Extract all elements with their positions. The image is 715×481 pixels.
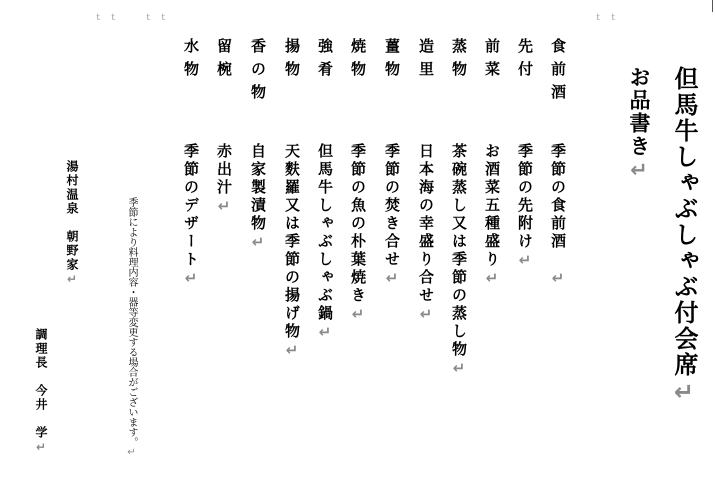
course-dish: 季節の魚の朴葉焼き↵ [349, 143, 367, 326]
course-category: 蒸物 [450, 38, 468, 84]
hotel-name: 湯村温泉 朝野家↵ [65, 160, 79, 288]
course-dish: 季節の焚き合せ↵ [383, 143, 401, 290]
course-category: 強肴 [316, 38, 334, 84]
course-category: 薑物 [383, 38, 401, 84]
format-mark: ｔｔ [94, 13, 125, 23]
course-category: 造里 [417, 38, 435, 84]
course-dish: お酒菜五種盛り↵ [483, 143, 501, 290]
course-dish: 天麩羅又は季節の揚げ物↵ [283, 143, 301, 362]
course-dish: 季節の先附け↵ [516, 143, 534, 272]
course-dish: 但馬牛しゃぶしゃぶ鍋↵ [316, 143, 334, 344]
course-category: 揚物 [283, 38, 301, 84]
course-dish: 日本海の幸盛り合せ↵ [417, 143, 435, 326]
menu-note: 季節により料理内容・器等変更する場合がございます。↵ [126, 197, 137, 458]
course-dish: 赤出汁↵ [215, 143, 233, 218]
course-category: 前菜 [483, 38, 501, 84]
course-category: 焼物 [349, 38, 367, 84]
menu-title: 但馬牛しゃぶしゃぶ付会席↵ [670, 66, 699, 408]
course-category: 食前酒 [549, 38, 567, 107]
page-edge-line [712, 0, 713, 12]
course-dish: 自家製漬物↵ [249, 143, 267, 254]
menu-subtitle: お品書き↵ [627, 66, 652, 184]
format-mark: ｔｔ [144, 13, 175, 23]
course-category: 水物 [182, 38, 200, 84]
format-mark: ｔｔ [594, 13, 625, 23]
course-category: 香の物 [249, 38, 267, 107]
course-category: 先付 [516, 38, 534, 84]
course-category: 留椀 [215, 38, 233, 84]
course-dish: 季節の食前酒 ↵ [549, 143, 567, 290]
course-dish: 季節のデザート↵ [182, 143, 200, 290]
course-dish: 茶碗蒸し又は季節の蒸し物↵ [450, 143, 468, 380]
chef-name: 調理長 今井 学↵ [34, 328, 48, 456]
